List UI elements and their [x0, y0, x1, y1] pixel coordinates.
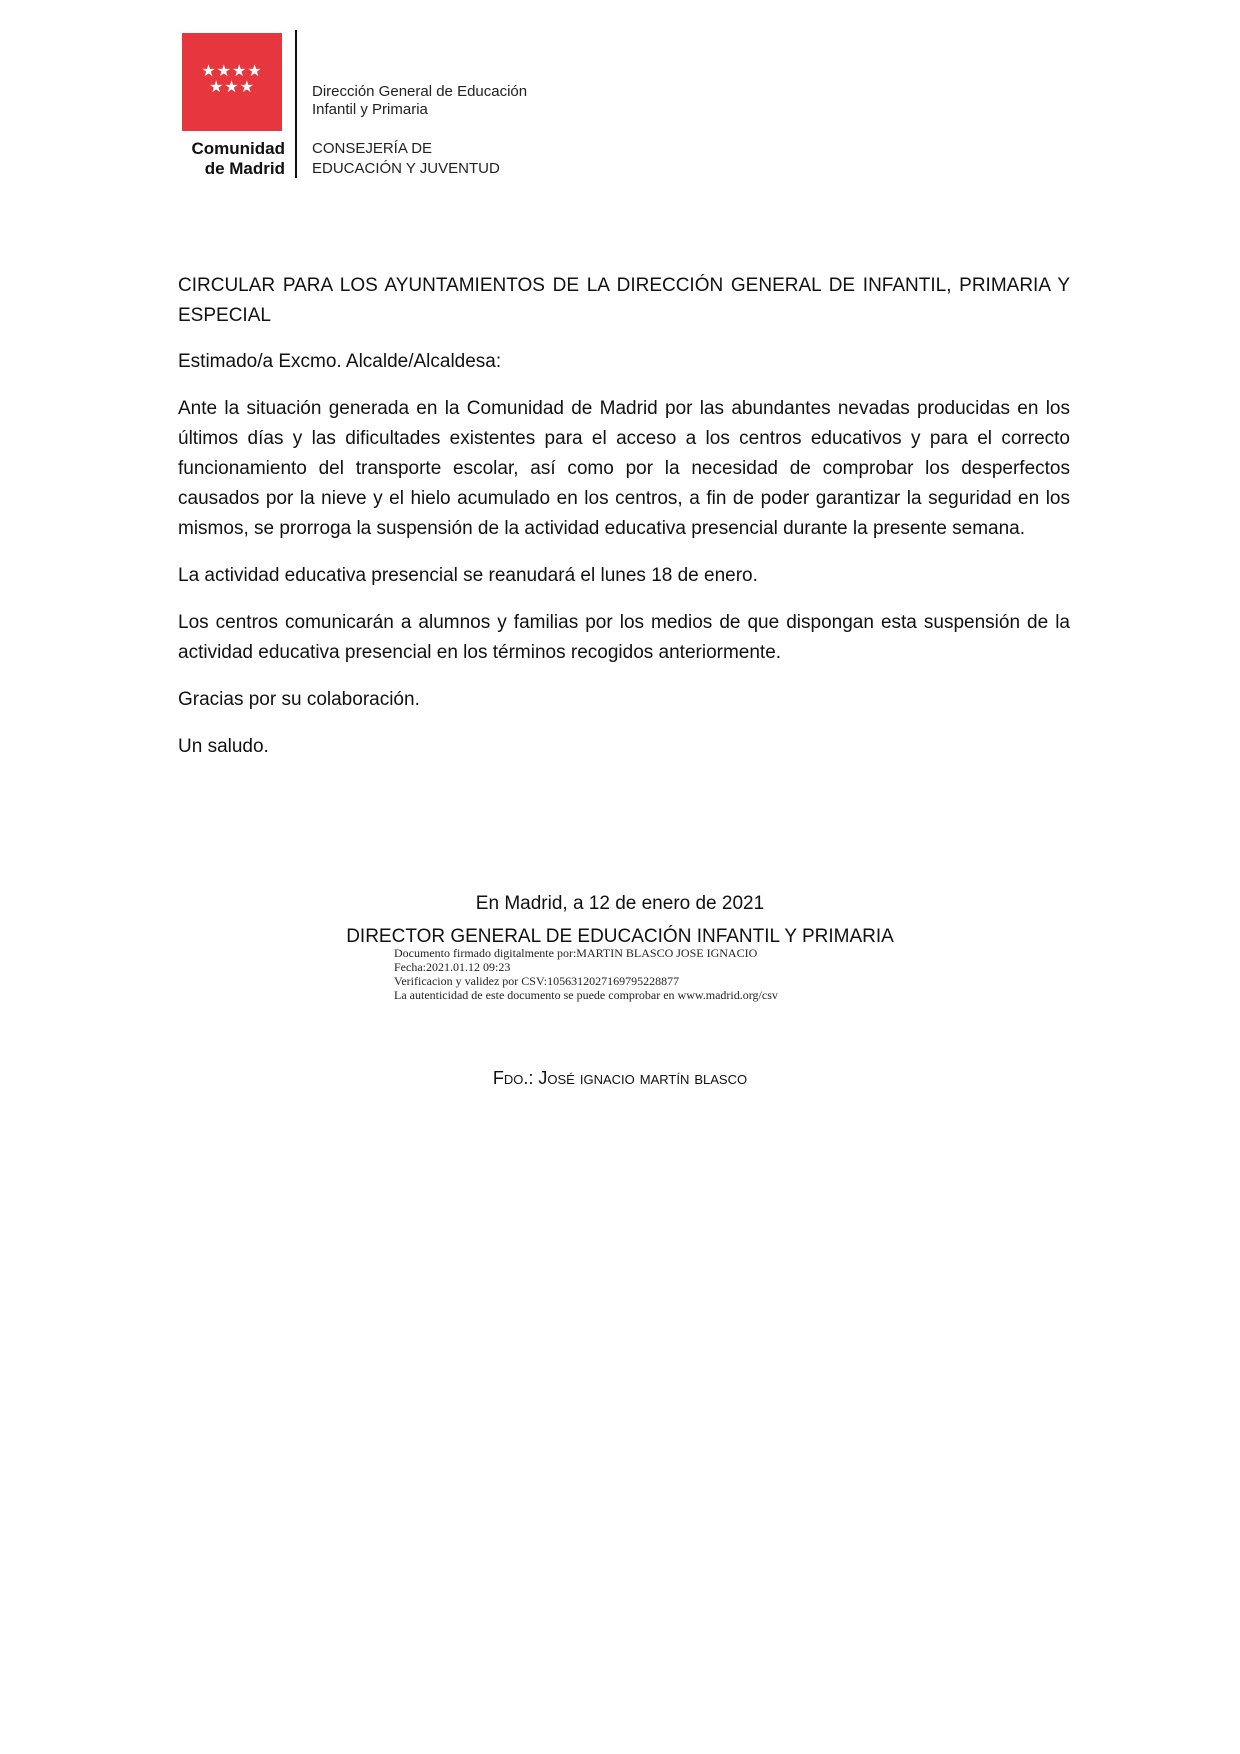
- consejeria-line2: EDUCACIÓN Y JUVENTUD: [312, 160, 500, 177]
- thanks-line: Gracias por su colaboración.: [178, 689, 420, 710]
- stars-icon: [182, 63, 282, 95]
- digital-signature-block: [394, 946, 778, 1002]
- logo-wordmark: [160, 139, 285, 179]
- letter-body: [178, 271, 1070, 779]
- stars-row-top: ★★★★: [201, 61, 263, 80]
- paragraph-situation: Ante la situación generada en la Comunidad de Madrid por las abundantes nevadas producidas en los últimos días y las dificultades existentes para el acceso a los centros educativos y para el correcto funcionamiento del transporte escolar, así como por la necesidad de comprobar los desperfectos causados por la nieve y el hielo acumulado en los centros, a fin de poder garantizar la seguridad en los mismos, se prorroga la suspensión de la actividad educativa presencial durante la presente semana.: [178, 398, 1070, 539]
- place-date: En Madrid, a 12 de enero de 2021: [475, 893, 765, 914]
- logo-text-line2: de Madrid: [204, 159, 285, 178]
- stars-row-bottom: ★★★: [208, 77, 256, 96]
- greeting: Estimado/a Excmo. Alcalde/Alcaldesa:: [178, 351, 502, 372]
- signature-name: Fdo.: José ignacio martín blasco: [492, 1068, 748, 1088]
- digital-signature-date: Fecha:2021.01.12 09:23: [394, 960, 511, 974]
- paragraph-resume-date: La actividad educativa presencial se reanudará el lunes 18 de enero.: [178, 565, 758, 586]
- header-divider: [295, 30, 297, 178]
- farewell-line: Un saludo.: [178, 736, 269, 757]
- consejeria-line1: CONSEJERÍA DE: [312, 140, 433, 157]
- digital-signature-csv: Verificacion y validez por CSV:1056312027169795228877: [394, 974, 680, 988]
- logo-text-line1: Comunidad: [191, 139, 285, 158]
- digital-signature-verify: La autenticidad de este documento se puede comprobar en www.madrid.org/csv: [394, 988, 778, 1002]
- subject-heading: CIRCULAR PARA LOS AYUNTAMIENTOS DE LA DIRECCIÓN GENERAL DE INFANTIL, PRIMARIA Y ESPECIAL: [178, 275, 1070, 326]
- director-title: DIRECTOR GENERAL DE EDUCACIÓN INFANTIL Y PRIMARIA: [346, 926, 894, 947]
- direction-line2: Infantil y Primaria: [312, 101, 428, 118]
- paragraph-communication: Los centros comunicarán a alumnos y familias por los medios de que dispongan esta suspensión de la actividad educativa presencial en los términos recogidos anteriormente.: [178, 612, 1070, 663]
- comunidad-madrid-logo: [182, 33, 282, 131]
- letterhead: [0, 0, 1240, 200]
- digital-signature-signer: Documento firmado digitalmente por:MARTIN BLASCO JOSE IGNACIO: [394, 946, 758, 960]
- direction-line1: Dirección General de Educación: [312, 83, 528, 100]
